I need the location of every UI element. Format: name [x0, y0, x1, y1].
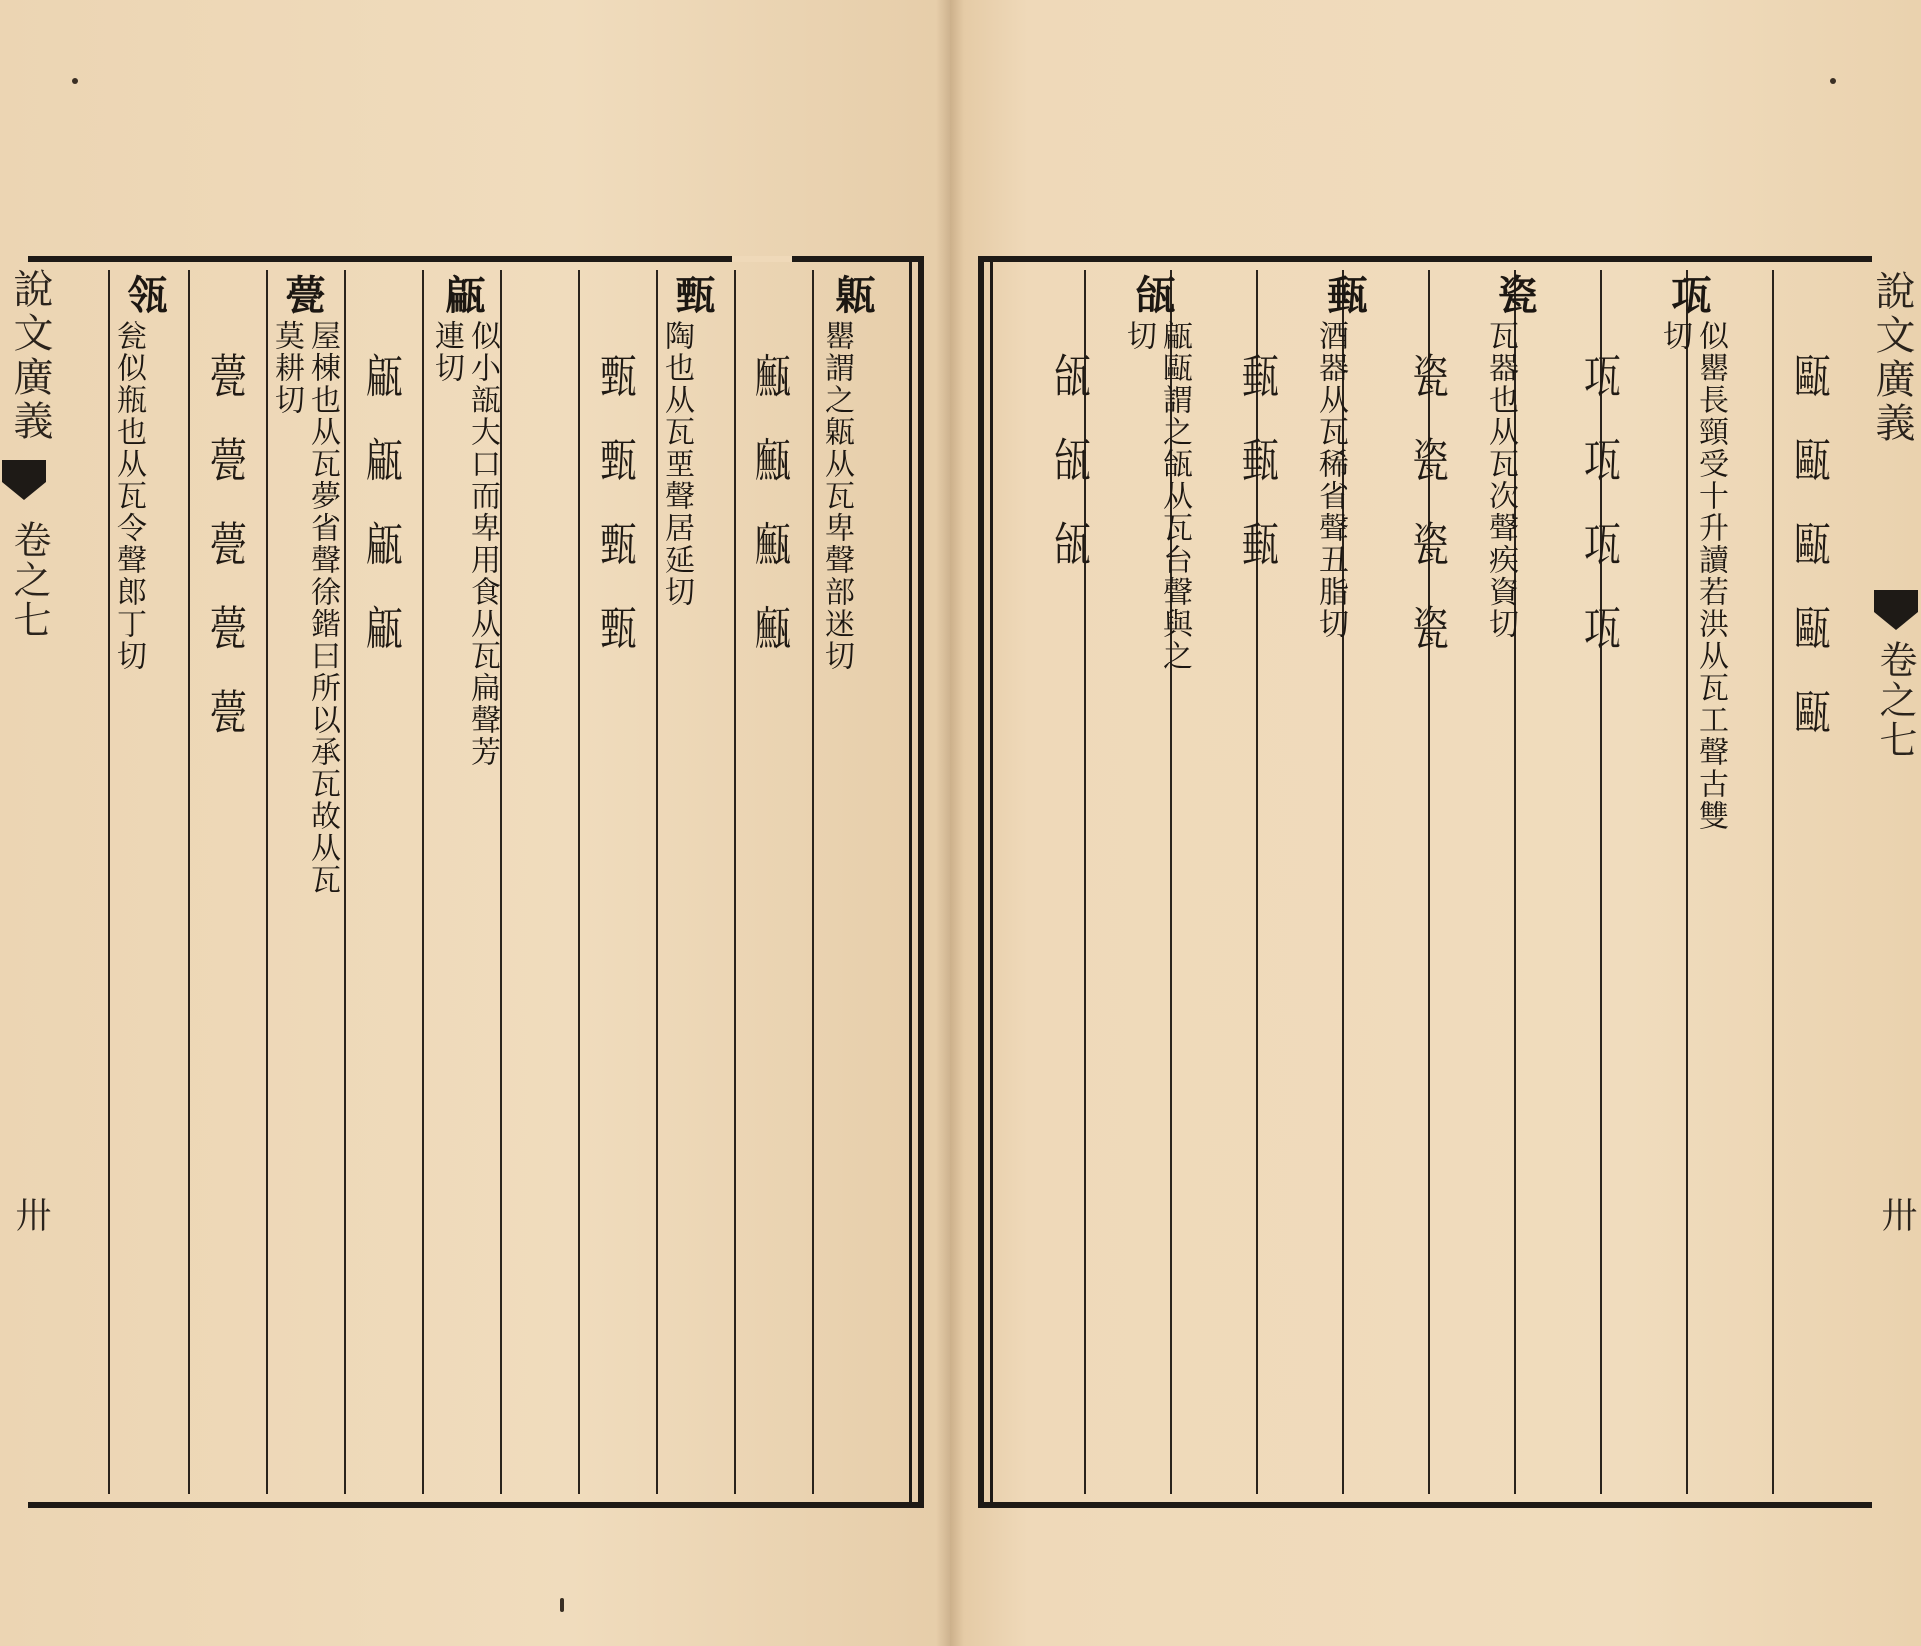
right-margin-leaf-number: 卅 [1876, 1196, 1917, 1232]
entry-gloss: 瓦器也从瓦次聲疾資切 [1483, 320, 1518, 640]
frame-inner-rule [909, 262, 912, 1502]
seal-script-forms: 甂甂甂甂 [360, 352, 404, 688]
column-rule [500, 270, 502, 1494]
entry-head-char: 甍 [279, 274, 326, 314]
column-rule [812, 270, 814, 1494]
column-rule [1772, 270, 1774, 1494]
left-margin-leaf-number: 卅 [10, 1196, 51, 1232]
seal-script-forms: 甀甀甀 [1236, 352, 1280, 604]
right-margin-book-title: 說文廣義 [1869, 270, 1915, 446]
entry-gloss: 酒器从瓦稀省聲丑脂切 [1313, 320, 1348, 640]
seal-script-forms: 瓷瓷瓷瓷 [1406, 352, 1450, 688]
seal-script-forms: 甍甍甍甍甍 [204, 352, 248, 772]
seal-script-forms: 瓵瓵瓵 [1048, 352, 1092, 604]
left-margin-volume: 卷之七 [7, 520, 51, 640]
seal-script-forms: 甄甄甄甄 [594, 352, 638, 688]
right-page-frame [978, 256, 1872, 1508]
entry-head-char: 甀 [1321, 274, 1368, 314]
entry-gloss: 似小瓿大口而卑用食从瓦扁聲芳連切 [429, 320, 500, 768]
entry-gloss: 瓮似瓶也从瓦令聲郎丁切 [111, 320, 146, 672]
entry-gloss: 罌謂之甈从瓦卑聲部迷切 [819, 320, 854, 672]
entry-gloss: 屋棟也从瓦夢省聲徐鍇曰所以承瓦故从瓦莫耕切 [269, 320, 340, 896]
entry-head-char: 甄 [669, 274, 716, 314]
entry-head-char: 甂 [439, 274, 486, 314]
frame-gap [732, 256, 792, 262]
entry-head-char: 甈 [829, 274, 876, 314]
seal-script-forms: 甌甌甌甌甌 [1788, 352, 1832, 772]
entry-head-char: 瓴 [121, 274, 168, 314]
column-rule [734, 270, 736, 1494]
entry-head-char: 瓷 [1491, 274, 1538, 314]
seal-script-forms: 𤮢𤮢𤮢𤮢 [750, 352, 794, 688]
book-gutter [936, 0, 964, 1646]
seal-script-forms: 瓨瓨瓨瓨 [1578, 352, 1622, 688]
column-rule [578, 270, 580, 1494]
frame-inner-rule [990, 262, 993, 1502]
left-margin-book-title: 說文廣義 [7, 268, 53, 444]
column-rule [422, 270, 424, 1494]
ink-dot [560, 1598, 564, 1612]
right-margin-volume: 卷之七 [1873, 640, 1917, 760]
entry-head-char: 瓨 [1665, 274, 1712, 314]
entry-gloss: 似罌長頸受十升讀若洪从瓦工聲古雙切 [1657, 320, 1728, 832]
fish-tail-mark-right [1874, 590, 1918, 630]
ink-dot [1830, 78, 1836, 84]
ink-dot [72, 78, 78, 84]
column-rule [344, 270, 346, 1494]
entry-head-char: 瓵 [1129, 274, 1176, 314]
column-rule [188, 270, 190, 1494]
entry-gloss: 陶也从瓦垔聲居延切 [659, 320, 694, 608]
entry-gloss: 甂甌謂之瓵从瓦台聲與之切 [1121, 320, 1192, 672]
left-page-frame [28, 256, 924, 1508]
